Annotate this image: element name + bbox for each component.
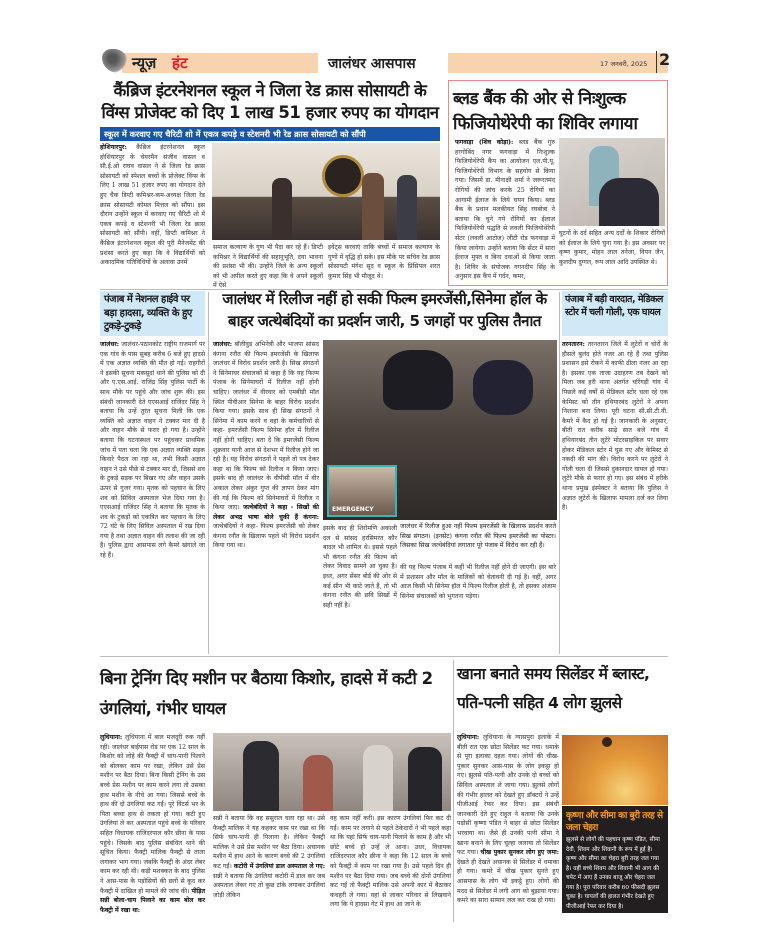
story2-photo <box>559 138 665 226</box>
story2-headline: ब्लड बैंक की ओर से निःशुल्क फिजियोथेरेपी का शिविर लगाया <box>453 89 638 134</box>
story1-strap: स्कूल में करवाए गए चैरिटी शो में एकत्र कपड़े व स्टेशनरी भी रेड क्रास सोसायटी को सौंपी <box>100 127 440 141</box>
body-text: देखते ही देखते अचानक से सिलेंडर में धमाका हो गया। कमरे में चीख पुकार सुनते हुए आसपास के लोग भी इकट्ठे हुए। लोगों की मदद से सिलेंडर में लगी आग को बुझाया गया। कमरे का सारा सामान जल कर राख हो गया। <box>457 858 559 905</box>
story3-body <box>100 340 205 652</box>
page-number: 2 <box>659 50 671 69</box>
story4-photo-caption: जालंधर में रिलीज हुआ नहीं फिल्म इमरजेंसी के खिलाफ प्रदर्शन करते सिख संगठन। (इनसेट) कंगना रनौत की फिल्म इमरजेंसी का पोस्टर। जिसका सिख जत्थेबंदियां लगातार पूरे पंजाब में विरोध कर रही हैं। <box>400 523 556 550</box>
story7-headline: खाना बनाते समय सिलेंडर में ब्लास्ट, पति-पत्नी सहित 4 लोग झुलसे <box>457 665 650 712</box>
poster-label: EMERGENCY <box>332 506 374 513</box>
story2-body-col2: घुटनों के दर्द सहित अन्य दर्दों के शिकार रोगियों को ईलाज के लिये चुना गया है। इस अवसर पर कृष्ण कुमार, मोहन लाल तनेजा, विपन जैन, कुलदीप दुग्गल, रूप लाल आदि उपस्थित थे। <box>559 230 665 266</box>
dateline: लुधियाना: <box>457 734 480 741</box>
body-text: जालंधर-पठानकोट राष्ट्रीय राजमार्ग पर एक गांव के पास सुबह करीब 6 बजे हुए हादसे में एक अज्ञात व्यक्ति की मौत हो गई। राहगीरों ने इसकी सूचना मकसूदां थाने की पुलिस को दी और ए.एस.आई. राजिंद्र सिंह पुलिस पार्टी के साथ मौके पर पहुंचे और जांच शुरू की। इस संबंधी जानकारी देते एएसआई राजिंदर सिंह ने बताया कि उन्हें तुरंत सूचना मिली कि एक व्यक्ति को अज्ञात वाहन ने टक्कर मार दी है और वाहन मौके से फरार हो गया है। उन्होंने बताया कि घटनास्थल पर पहुंचकर प्राथमिक जांच में पता चला कि एक अज्ञात व्यक्ति सड़क किनारे पैदल जा रहा था, तभी किसी अज्ञात वाहन ने उसे पीछे से टक्कर मार दी, जिससे शव के टुकड़े सड़क पर बिखर गए और वाहन उसके ऊपर से गुजर गया। मृतक को पहचान के लिए शव को सिविल अस्पताल भेज दिया गया है। एएसआई राजिंदर सिंह ने बताया कि मृतक के शव के टुकड़ों को एकत्रित कर पहचान के लिए 72 घंटे के लिए सिविल अस्पताल में रख दिया गया है तथा अज्ञात वाहन की तलाश की जा रही है। पुलिस द्वारा आसपास लगे कैमरे खंगाले जा रहे हैं। <box>100 341 205 560</box>
story5-headline: पंजाब में बड़ी वारदात, मेडिकल स्टोर में चली गोली, एक घायल <box>562 291 668 336</box>
subhead: कटोरी में उंगलियां डाल अस्पताल ले गए: <box>233 862 325 870</box>
story3-headline: पंजाब में नेशनल हाईवे पर बड़ा हादसा, व्यक्ति के हुए टुकड़े-टुकड़े <box>100 291 205 336</box>
subhead: पीड़ित सन्नी बोला-चाय पिलाने का काम बोल कर फैक्ट्री में रखा था: <box>100 887 205 914</box>
story7-photo <box>562 735 668 805</box>
emblem-icon <box>322 155 364 197</box>
subhead: जत्थेबंदियों ने कहा - सिखों की लेकर अभद्र भाषा बोले चुकी हैं कंगना: <box>213 504 319 521</box>
story4-headline: जालंधर में रिलीज नहीं हो सकी फिल्म इमरजेंसी,सिनेमा हॉल के बाहर जत्थेबंदियों का प्रदर्शन जारी, 5 जगहों पर पुलिस तैनात <box>222 290 547 330</box>
body-text: लुधियाना में बाल मजदूरी रुक नहीं रही। जालंधर बाईपास रोड पर एक 12 साल के किशोर को लोहे की फैक्ट्री में चाय-पानी पिलाने को बोलकर काम पर रखा, लेकिन उसे प्रेस मशीन पर बैठा दिया। बिना किसी ट्रेनिंग के उस बच्चे प्रेस मशीन पर काम करने लगा तो उसका हाथ मशीन के नीचे आ गया। जिससे बच्चे के हाथ की दो उंगलियां कट गईं। पूरे विंटर्स भर के पिता बच्चा हाथ से तकता हो गया। कटी हुए उंगलियां ले कर अस्पताल पहुंचे बच्चे के परिवार सहित विधायक राजिंदरपाल कौर छीना के पास पहुंचे। जिसके बाद पुलिस संबंधित थाने की सूचित किया। फैक्ट्री मालिक फैक्ट्री से ताला लगाकर भाग गया। जबकि फैक्ट्री के अंदर लेबर काम कर रही थी। कड़ी मशक्कत के बाद पुलिस ने आस-पास के पड़ोसियों की छतों से कूद कर फैक्ट्री में दाखिल हो मामले की जांच की। <box>100 734 205 895</box>
body-text: कैंब्रिज इंटरनेशनल स्कूल होशियारपुर के चेयरमैन संजीव वासल व सी.ई.ओ राघव वासल ने से जिला रेड क्रास सोसायटी को स्पेशल बच्चों के प्रोजेक्ट विंग्स के लिए 1 लाख 51 हजार रुपए का योगदान देते हुए चैक डिप्टी कमिश्नर-कम-अध्यक्ष जिला रेड क्रास सोसायटी कोमल मित्तल को सौंपा। इस दौरान उन्होंने स्कूल में करवाए गए चैरिटी शो में एकत्र कपड़े व स्टेशनरी भी जिला रेड क्रास सोसायटी को सौंपी। वहीं, डिप्टी कमिश्नर ने कैंब्रिज इंटरनेशनल स्कूल की पूरी मैनेजमेंट की प्रशंसा करते हुए कहा कि वे विद्यार्थियों को अकादमिक गतिविधियों के अलावा उनमें <box>100 144 205 267</box>
dateline: जालंधर: <box>213 341 233 348</box>
body-text: लुधियाना के ग्यासपुरा इलाके में बीती रात एक छोटा सिलेंडर फट गया। धमाके से पूरा इलाका दहल गया। लोगों की चीख-पुकार सुनकर आस-पास के लोग इकट्ठा हो गए। झुलसे पति-पत्नी और उनके दो बच्चों को सिविल अस्पताल ले जाया गया। झुलसे लोगों की गंभीर हालत को देखते हुए डॉक्टरों ने उन्हें पीजीआई रेफर कर दिया। इस संबंधी जानकारी देते हुए राहुल ने बताया कि उनके पड़ोसी कृष्णा पंडित ने बाहर से छोटा सिलेंडर भरवाया था। जैसे ही उनकी पत्नी सीमा ने खाना बनाने के लिए चूल्हा जलाया तो सिलेंडर फट गया। <box>457 734 560 857</box>
story7-body <box>457 733 559 923</box>
story4-photo <box>323 340 557 520</box>
body-text: बॉलीवुड अभिनेत्री और भाजपा सांसद कंगना रनौत की फिल्म इमरजेंसी के खिलाफ जालंधर में विरोध प्रदर्शन जारी है। सिख संगठनों ने सिनेमाघर संचालकों से कहा है कि यह फिल्म पंजाब के सिनेमाघरों में रिलीज नहीं होनी चाहिए। जालंधर में वीरवार को एमबीडी मॉल स्थित पीवीआर सिनेमा के बाहर विरोध प्रदर्शन किया गया। इसके साथ ही सिख संगठनों ने सिनेमा में काम करने व वहां के कर्मचारियों से कहा- इमरजेंसी फिल्म सिनेमा हॉल में रिलीज नहीं होनी चाहिए। बता दें कि इमरजेंसी फिल्म शुक्रवार यानी आज से देशभर में रिलीज होने जा रही है। यह विरोध संगठनों ने पहले तो पत्र देकर कहा था कि फिल्म को रिलीज न किया जाए। इसके बाद ही जालंधर के वीपीसी मॉल में वीर अकाल लेकर अंकुर गुप्त की ज्ञापन देकर मांग की गई कि फिल्म को सिनेमाघरों में रिलीज न किया जाए। <box>213 341 319 512</box>
dateline: होशियारपुर: <box>100 144 127 151</box>
story7-info-box <box>562 806 668 913</box>
dateline: फगवाड़ा (शिव कोड़ा): <box>455 139 514 146</box>
section-title: जालंधर आसपास <box>328 56 416 72</box>
dateline: जालंधर: <box>100 341 120 348</box>
story4-body-col1 <box>213 340 319 640</box>
story1-photo <box>212 143 440 240</box>
eagle-logo-icon <box>102 49 128 73</box>
body-text: जत्थेबंदियों ने कहा- फिल्म इमरजेंसी को लेकर कंगना रनौत के खिलाफ पहले भी विरोध प्रदर्शन किया गया था। <box>213 523 319 550</box>
story6-headline: बिना ट्रेनिंग दिए मशीन पर बैठाया किशोर, हादसे में कटी 2 उंगलियां, गंभीर घायल <box>100 669 433 718</box>
body-text: ब्लड बैंक गुरु हरगोबिंद नगर फगवाड़ा में निःशुल्क फिजियोथेरेपी कैंप का आयोजन एल.पी.यू. फिजियोथेरेपी विभाग के सहयोग से किया गया। जिसमें डा. मीनाक्षी शर्मा ने जरूरतमंद रोगियों की जांच करके 25 रोगियों का आगामी ईलाज के लिये चयन किया। ब्लड बैंक के प्रधान मलकीयत सिंह रघबोत्रा ने बताया कि चुने गये रोगियों का ईलाज फिजियोथेरेपी पद्धति से लवली फिजियोथेरेपी सेंटर (लवली आटोज) जीटी रोड फगवाड़ा में किया जायेगा। उन्होंने बताया कि सेंटर में सारा ईलाज मुफ्त व बिना दवाओं से किया जाता है। शिविर के संयोजक गगनदीप सिंह के अनुसार इस कैंप में गर्दन, कमर, <box>455 139 555 281</box>
logo-text-accent: हंट <box>172 54 188 72</box>
story5-body <box>562 340 668 640</box>
body-text: सन्नी ने बताया कि वह ससुराल चला रहा था। उसे फैक्ट्री मालिक ने यह कहकर काम पर रखा था कि सिर्फ चाय-पानी ही पिलाना है। लेकिन फैक्ट्री मालिक ने उसे प्रेस मशीन पर बैठा दिया। अचानक मशीन में हाथ आने के कारण बच्चे की 2 उंगलियां कट गईं। <box>213 815 325 870</box>
info-box-text: झुलसे से लोगों की पहचान कृष्ण पंडित, सीमा देवी, शिवम और शिवानी के रूप में हुई है। कृष्ण और सीमा का चेहरा बुरी तरह जल गया है। वहीं बच्चे शिवम और शिवानी भी आग की चपेट में आए हैं उनका बाजू और चेहरा जल गया है। पूरा परिवार करीब 60 फीसदी झुलस चुका है। घायलों की हालत गंभीर देखते हुए पीजीआई रेफर कर दिया है। <box>566 837 660 910</box>
story6-photo <box>213 733 451 811</box>
story1-body-col2: समाज कल्याण के गुण भी पैदा कर रहे हैं। डिप्टी कमिश्नर ने विद्यार्थियों की सहानुभूति, दया भावना की प्रशंसा भी की। उन्होंने जिले के अन्य स्कूलों को भी अपील करते हुए कहा कि वे अपने स्कूलों में ऐसे <box>213 244 323 290</box>
story6-body-col3: वह काम नहीं करी। इस कारण उंगलियां फिर कट दी गईं। काम पर लगाने से पहले ठेकेदारों ने भी पहले कहा था कि यहां सिर्फ चाय-पानी पिलाने के काम है और भी छोटे बच्चे हो उन्हें ले आना। उधर, विधायक राजिंदरपाल कौर छीना ने कहा कि 12 साल के बच्चे को फैक्ट्री में काम पर रखा गया है। उसे पहले दिन ही मशीन पर बैठा दिया गया। जब बच्चे की दोनों उंगलियां कट गईं तो फैक्ट्री मालिक उसे अपनी कार में बैठाकर कचहरी ले गया। वहां से जाकर परिवार से लिखवाने लगा कि ये हादसा गेट में हाथ आ जाने के <box>330 815 451 909</box>
body-text: तरनतारन जिले में लुटेरों व चोरों के हौसले बुलंद होते नजर आ रहे हैं तथा पुलिस प्रशासन इसे रोकने में काफी ढीला नजर आ रहा है। इसका एक ताजा उदाहरण तब देखने को मिला जब हरी थाना अंतर्गत चरिंगड़ी गांव में पिछले कई वर्षों से मेडिकल स्टोर चला रहे एक केमिस्ट को तीन हथियारबंद लुटेरों ने अपना निशाना बना लिया। पूरी घटना सी.सी.टी.वी. कैमरे में कैद हो गई है। जानकारी के अनुसार, बीती रात करीब साढ़े सात बजे गांव में हथियारबंद तीन लुटेरे मोटरसाइकिल पर सवार होकर मेडिकल स्टोर में घुस गए और केमिस्ट से नकदी की मांग की। विरोध करने पर लुटेरों ने गोली चला दी जिससे दुकानदार घायल हो गया। लुटेरे मौके से फरार हो गए। इस संबंध में हरीके थाना प्रमुख इंस्पेक्टर ने बताया कि पुलिस ने अज्ञात लुटेरों के खिलाफ मामला दर्ज कर लिया है। <box>562 341 669 512</box>
issue-date: 17 जनवरी, 2025 <box>600 60 648 68</box>
story2-body-col1 <box>455 138 555 283</box>
story1-body-col1 <box>100 143 205 285</box>
body-text: सन्नी ने बताया कि उंगलियां कटोरी में डाल कर जब अस्पताल लेकर गए तो कुछ टांके लगाकर उंगलियां जोड़ी लेकिन <box>213 872 325 899</box>
story4-body-col2: इसके बाद ही शिरोमणि अकाली दल से सांसद हरसिमरत कौर बादल भी शामिल थे। इससे पहले भी कंगना रनौत की फिल्म को लेकर विवाद सामने आ चुका है। इधर, अगर सेंसर बोर्ड की ओर से कई सीन भी काटे जाते हैं, तो भी कंगना रनौत की छवि सिखों में सही नहीं है। <box>323 525 397 609</box>
story4-body-col3: की यह फिल्म पंजाब में कहीं भी रिलीज नहीं होने दी जाएगी। इस बारे में प्रशासन और मॉल के मालिकों को चेतावनी दी गई है। वहीं, अगर आज किसी भी सिनेमा हॉल में फिल्म रिलीज होती है, तो इसका अंजाम सिनेमा संचालकों को भुगतना पड़ेगा। <box>400 564 557 600</box>
logo <box>100 47 200 77</box>
story6-body-col2 <box>213 814 325 922</box>
subhead: चीख पुकार सुनकर लोग हुए जमा: <box>480 849 559 857</box>
dateline: तरनतारन: <box>562 341 585 348</box>
info-box-title: कृष्णा और सीमा का बुरी तरह से जला चेहरा <box>566 811 663 833</box>
story6-body-col1 <box>100 733 205 923</box>
dateline: लुधियाना: <box>100 734 123 741</box>
masthead <box>100 47 671 77</box>
inset-poster <box>327 465 397 517</box>
story1-headline: कैंब्रिज इंटरनेशनल स्कूल ने जिला रेड क्रास सोसायटी के विंग्स प्रोजेक्ट को दिए 1 लाख 51 हजार रुपए का योगदान <box>101 81 439 122</box>
story1-body-col3: इवेंट्स करवाएं ताकि बच्चों में समाज कल्याण के गुणों में वृद्धि हो सके। इस मौके पर सचिव रेड क्रास सोसायटी मंगेश सूद व स्कूल के प्रिंसिपल शरत कुमार सिंह भी मौजूद थे। <box>328 244 440 280</box>
logo-text: न्यूज़ <box>132 54 157 72</box>
story2-box <box>448 80 668 286</box>
